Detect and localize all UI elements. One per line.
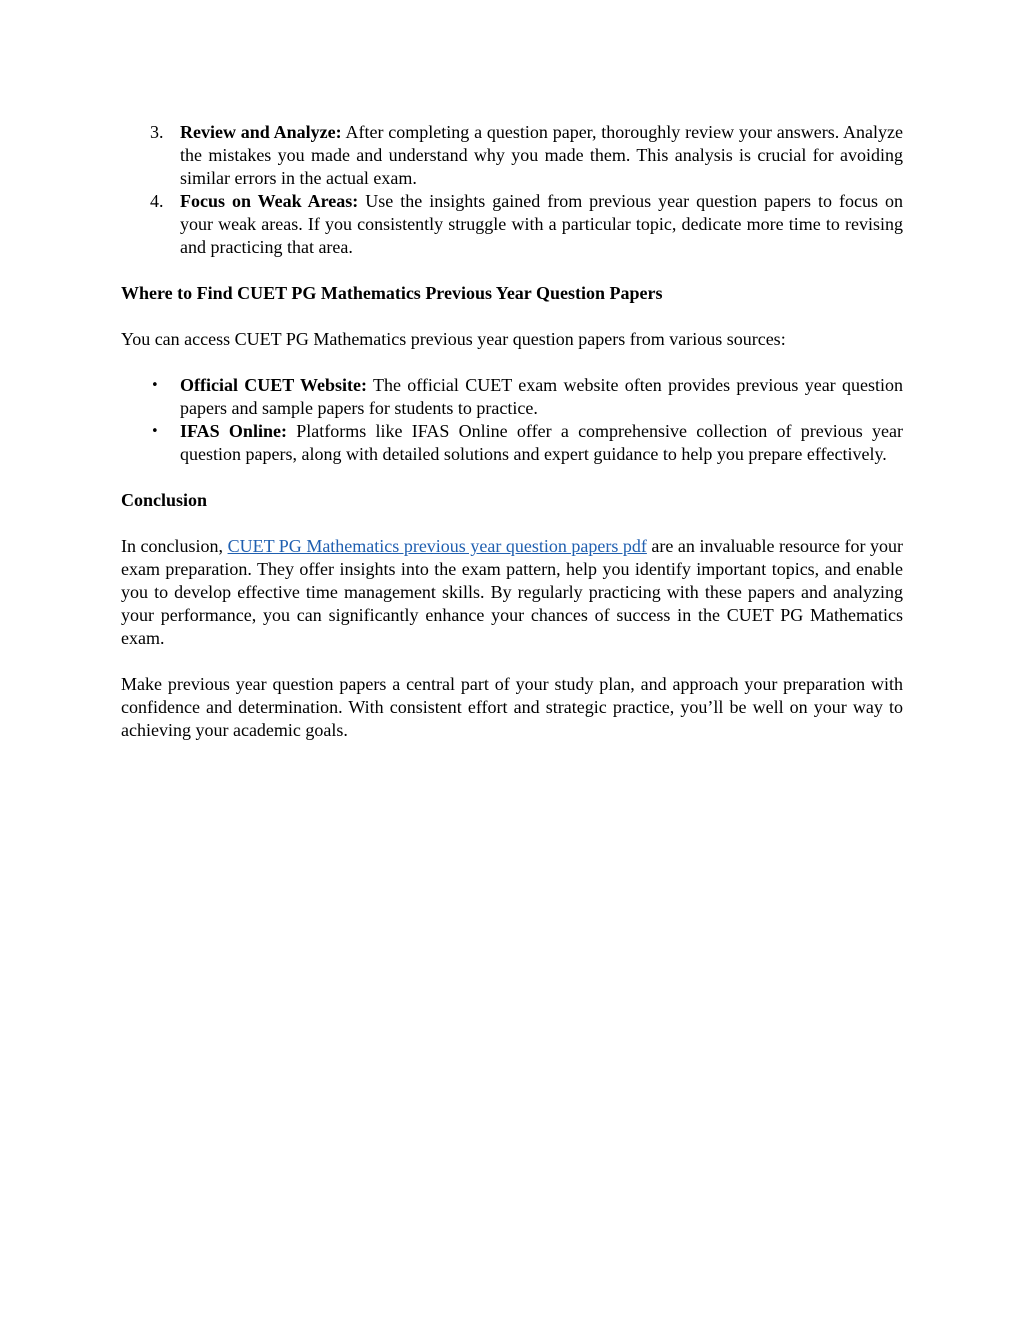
bullet-icon: • <box>151 378 159 393</box>
where-intro-paragraph: You can access CUET PG Mathematics previous year question papers from various sources: <box>121 329 786 349</box>
list-number: 4. <box>150 191 164 211</box>
list-item-text: Use the insights gained from previous year question papers to focus on your weak areas. If you consistently struggle with a particular topic, dedicate more time to revising and practicing that area. <box>180 191 904 257</box>
cuet-pg-papers-link[interactable]: CUET PG Mathematics previous year question papers pdf <box>227 536 647 556</box>
list-number: 3. <box>150 122 164 142</box>
list-item-label: Review and Analyze: <box>180 122 342 142</box>
document-page <box>121 121 903 742</box>
list-item <box>121 190 903 259</box>
sources-list <box>121 374 903 466</box>
section-heading-conclusion: Conclusion <box>121 490 208 510</box>
conclusion-text-before: In conclusion, <box>121 536 228 556</box>
list-item <box>121 374 903 420</box>
spacer <box>121 466 903 489</box>
list-item-text: The official CUET exam website often provides previous year question papers and sample papers for students to practice. <box>180 375 903 418</box>
bullet-icon: • <box>151 424 159 439</box>
numbered-list <box>121 121 903 259</box>
list-item-label: Focus on Weak Areas: <box>180 191 359 211</box>
conclusion-paragraph <box>121 535 903 650</box>
list-item-text: After completing a question paper, thoroughly review your answers. Analyze the mistakes you made and understand why you made them. This analysis is crucial for avoiding similar errors in the actual exam. <box>180 122 903 188</box>
final-paragraph: Make previous year question papers a central part of your study plan, and approach your preparation with confidence and determination. With consistent effort and strategic practice, you’ll be well on your way to achieving your academic goals. <box>121 674 903 740</box>
list-item-label: IFAS Online: <box>180 421 287 441</box>
spacer <box>121 512 903 535</box>
spacer <box>121 351 903 374</box>
section-heading-where: Where to Find CUET PG Mathematics Previous Year Question Papers <box>121 283 663 303</box>
list-item-text: Platforms like IFAS Online offer a comprehensive collection of previous year question papers, along with detailed solutions and expert guidance to help you prepare effectively. <box>180 421 903 464</box>
conclusion-text-after: are an invaluable resource for your exam preparation. They offer insights into the exam pattern, help you identify important topics, and enable you to develop effective time management skills. By regularly practicing with these papers and analyzing your performance, you can significantly enhance your chances of success in the CUET PG Mathematics exam. <box>121 536 903 648</box>
spacer <box>121 650 903 673</box>
spacer <box>121 305 903 328</box>
list-item <box>121 121 903 190</box>
list-item-label: Official CUET Website: <box>180 375 367 395</box>
list-item <box>121 420 903 466</box>
spacer <box>121 259 903 282</box>
